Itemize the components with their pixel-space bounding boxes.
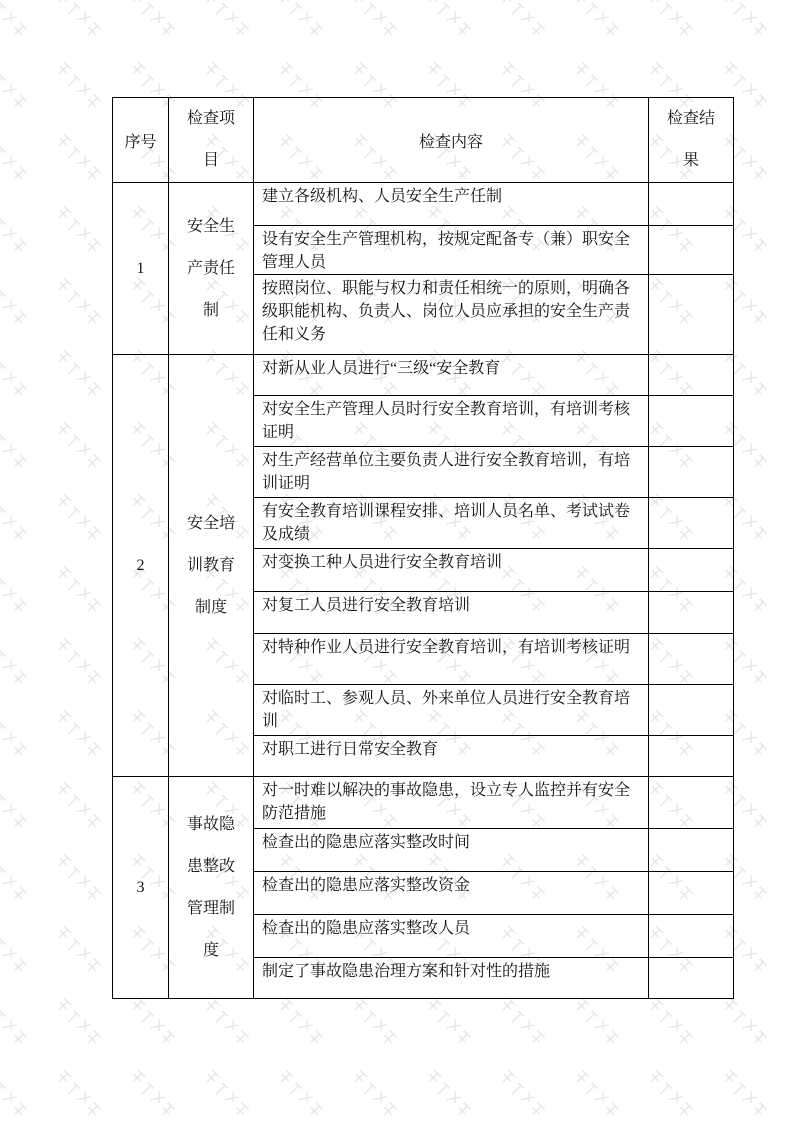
check-result-cell[interactable] — [649, 183, 734, 226]
watermark-mark — [720, 1070, 768, 1118]
check-result-cell[interactable] — [649, 872, 734, 915]
watermark-mark — [54, 710, 102, 758]
watermark-mark — [0, 278, 28, 326]
watermark-mark — [54, 206, 102, 254]
watermark-mark — [54, 494, 102, 542]
watermark-mark — [572, 998, 620, 1046]
check-result-cell[interactable] — [649, 958, 734, 999]
watermark-mark — [202, 998, 250, 1046]
watermark-mark — [276, 998, 324, 1046]
watermark-mark — [0, 350, 28, 398]
watermark-mark — [128, 0, 176, 38]
category-line: 制 — [202, 301, 219, 319]
check-content: 对复工人员进行安全教育培训 — [254, 592, 649, 634]
check-content: 设有安全生产管理机构，按规定配备专（兼）职安全管理人员 — [254, 226, 649, 275]
section-category — [169, 355, 254, 777]
watermark-mark — [54, 1070, 102, 1118]
watermark-mark — [54, 0, 102, 38]
check-content: 对安全生产管理人员时行安全教育培训，有培训考核证明 — [254, 396, 649, 447]
watermark-mark — [54, 62, 102, 110]
check-result-cell[interactable] — [649, 915, 734, 958]
section-number: 3 — [113, 777, 169, 999]
header-result-line: 检查结 — [666, 110, 715, 127]
watermark-mark — [0, 926, 28, 974]
watermark-mark — [54, 422, 102, 470]
check-result-cell[interactable] — [649, 592, 734, 634]
watermark-mark — [572, 0, 620, 38]
check-content: 建立各级机构、人员安全生产任制 — [254, 183, 649, 226]
section-category — [169, 777, 254, 999]
check-result-cell[interactable] — [649, 447, 734, 498]
watermark-mark — [0, 62, 28, 110]
watermark-mark — [646, 998, 694, 1046]
check-content: 对新从业人员进行“三级“安全教育 — [254, 355, 649, 396]
watermark-mark — [128, 998, 176, 1046]
header-result — [649, 98, 734, 183]
check-result-cell[interactable] — [649, 226, 734, 275]
watermark-mark — [572, 1070, 620, 1118]
watermark-mark — [720, 998, 768, 1046]
inspection-table — [112, 97, 734, 999]
header-seq: 序号 — [113, 98, 169, 183]
check-result-cell[interactable] — [649, 396, 734, 447]
watermark-mark — [0, 134, 28, 182]
watermark-mark — [276, 1070, 324, 1118]
watermark-mark — [424, 0, 472, 38]
header-item — [169, 98, 254, 183]
header-content: 检查内容 — [254, 98, 649, 183]
watermark-mark — [0, 494, 28, 542]
category-line: 训教育 — [186, 556, 235, 574]
watermark-mark — [202, 0, 250, 38]
watermark-mark — [424, 1070, 472, 1118]
watermark-mark — [350, 1070, 398, 1118]
watermark-mark — [54, 350, 102, 398]
watermark-mark — [0, 854, 28, 902]
watermark-mark — [54, 782, 102, 830]
header-result-line: 果 — [682, 152, 699, 169]
check-content: 检查出的隐患应落实整改人员 — [254, 915, 649, 958]
check-content: 对临时工、参观人员、外来单位人员进行安全教育培训 — [254, 685, 649, 736]
category-line: 事故隐 — [186, 815, 235, 833]
watermark-mark — [424, 998, 472, 1046]
check-result-cell[interactable] — [649, 685, 734, 736]
check-content: 按照岗位、职能与权力和责任相统一的原则，明确各级职能机构、负责人、岗位人员应承担的安全生产责任和义务 — [254, 275, 649, 355]
header-item-line: 目 — [202, 152, 219, 169]
check-content: 检查出的隐患应落实整改时间 — [254, 829, 649, 872]
table-row — [113, 777, 734, 829]
watermark-mark — [0, 782, 28, 830]
watermark-mark — [0, 206, 28, 254]
category-line: 安全生 — [186, 217, 235, 235]
watermark-mark — [350, 998, 398, 1046]
watermark-mark — [0, 566, 28, 614]
watermark-mark — [0, 1070, 28, 1118]
watermark-mark — [54, 998, 102, 1046]
watermark-mark — [498, 998, 546, 1046]
header-item-line: 检查项 — [186, 110, 235, 127]
check-content: 对变换工种人员进行安全教育培训 — [254, 549, 649, 592]
watermark-mark — [202, 1070, 250, 1118]
check-result-cell[interactable] — [649, 736, 734, 777]
check-content: 对一时难以解决的事故隐患，设立专人监控并有安全防范措施 — [254, 777, 649, 829]
watermark-mark — [0, 0, 28, 38]
check-result-cell[interactable] — [649, 275, 734, 355]
check-result-cell[interactable] — [649, 777, 734, 829]
watermark-mark — [54, 638, 102, 686]
check-content: 检查出的隐患应落实整改资金 — [254, 872, 649, 915]
check-content: 制定了事故隐患治理方案和针对性的措施 — [254, 958, 649, 999]
watermark-mark — [276, 0, 324, 38]
category-line: 管理制 — [186, 899, 235, 917]
watermark-mark — [498, 1070, 546, 1118]
watermark-mark — [646, 0, 694, 38]
header-row — [113, 98, 734, 183]
watermark-mark — [54, 854, 102, 902]
section-category — [169, 183, 254, 355]
category-line: 制度 — [194, 598, 227, 616]
check-result-cell[interactable] — [649, 498, 734, 549]
watermark-mark — [54, 926, 102, 974]
watermark-mark — [498, 0, 546, 38]
check-result-cell[interactable] — [649, 549, 734, 592]
check-content: 对职工进行日常安全教育 — [254, 736, 649, 777]
check-result-cell[interactable] — [649, 355, 734, 396]
watermark-mark — [0, 638, 28, 686]
category-line: 安全培 — [186, 514, 235, 532]
watermark-mark — [0, 710, 28, 758]
check-content: 对生产经营单位主要负责人进行安全教育培训，有培训证明 — [254, 447, 649, 498]
watermark-mark — [128, 1070, 176, 1118]
category-line: 产责任 — [186, 259, 235, 277]
section-number: 1 — [113, 183, 169, 355]
watermark-mark — [350, 0, 398, 38]
check-content: 有安全教育培训课程安排、培训人员名单、考试试卷及成绩 — [254, 498, 649, 549]
check-result-cell[interactable] — [649, 829, 734, 872]
watermark-mark — [720, 0, 768, 38]
category-line: 度 — [202, 941, 219, 959]
category-line: 患整改 — [186, 857, 235, 875]
check-result-cell[interactable] — [649, 634, 734, 685]
table-row — [113, 183, 734, 226]
table-row — [113, 355, 734, 396]
section-number: 2 — [113, 355, 169, 777]
watermark-mark — [646, 1070, 694, 1118]
watermark-mark — [54, 134, 102, 182]
watermark-mark — [0, 422, 28, 470]
check-content: 对特种作业人员进行安全教育培训，有培训考核证明 — [254, 634, 649, 685]
watermark-mark — [54, 278, 102, 326]
watermark-mark — [0, 998, 28, 1046]
watermark-mark — [54, 566, 102, 614]
